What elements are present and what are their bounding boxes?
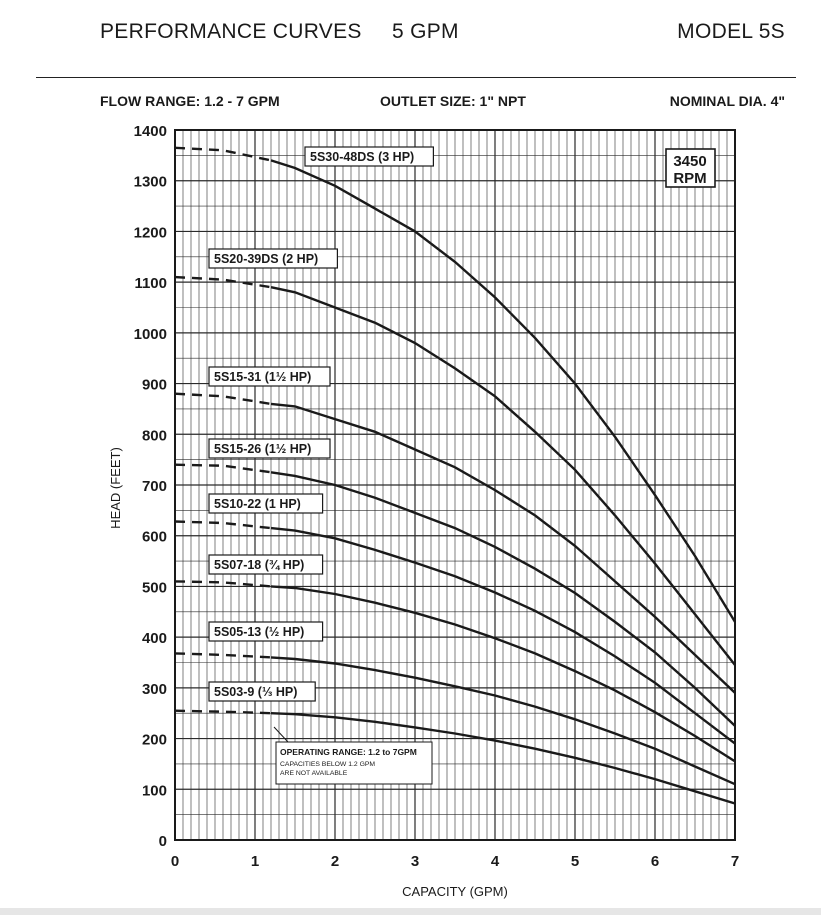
series-label: 5S10-22 (1 HP) bbox=[214, 497, 301, 511]
series-label: 5S03-9 (⅓ HP) bbox=[214, 685, 298, 699]
operating-range-note-line: CAPACITIES BELOW 1.2 GPM bbox=[280, 761, 376, 768]
x-tick-label: 2 bbox=[330, 853, 340, 870]
series-label: 5S07-18 (¾ HP) bbox=[214, 558, 305, 572]
y-tick-label: 700 bbox=[141, 478, 167, 495]
flow-rating: 5 GPM bbox=[392, 20, 459, 43]
x-tick-label: 7 bbox=[730, 853, 740, 870]
note-leader-line bbox=[274, 727, 288, 742]
y-tick-label: 300 bbox=[141, 680, 167, 698]
outlet-size-label: OUTLET SIZE: 1" NPT bbox=[380, 93, 526, 109]
x-tick-label: 3 bbox=[410, 853, 420, 870]
y-axis-label: HEAD (FEET) bbox=[108, 447, 123, 529]
x-axis-label: CAPACITY (GPM) bbox=[402, 884, 508, 899]
y-tick-label: 400 bbox=[141, 630, 167, 648]
series-label: 5S15-26 (1½ HP) bbox=[214, 442, 312, 456]
series-label: 5S20-39DS (2 HP) bbox=[214, 252, 319, 266]
y-tick-label: 1400 bbox=[133, 123, 167, 140]
x-tick-label: 5 bbox=[570, 853, 580, 870]
footer-strip bbox=[0, 908, 821, 915]
y-tick-label: 200 bbox=[141, 731, 167, 749]
y-tick-label: 500 bbox=[141, 579, 167, 597]
series-label: 5S05-13 (½ HP) bbox=[214, 625, 305, 639]
y-tick-label: 1200 bbox=[133, 224, 167, 242]
y-tick-label: 800 bbox=[141, 427, 167, 445]
series-label: 5S15-31 (1½ HP) bbox=[214, 370, 312, 384]
rpm-unit: RPM bbox=[673, 170, 707, 187]
y-tick-label: 900 bbox=[141, 376, 167, 394]
x-tick-label: 4 bbox=[490, 853, 500, 870]
x-tick-label: 0 bbox=[170, 853, 180, 870]
operating-range-title: OPERATING RANGE: 1.2 to 7GPM bbox=[280, 747, 417, 757]
y-tick-label: 0 bbox=[158, 833, 167, 850]
operating-range-note-line: ARE NOT AVAILABLE bbox=[280, 770, 348, 777]
y-tick-label: 600 bbox=[141, 528, 167, 546]
rpm-value: 3450 bbox=[673, 153, 707, 170]
x-tick-label: 1 bbox=[250, 853, 260, 870]
x-tick-label: 6 bbox=[650, 853, 660, 870]
page-title: PERFORMANCE CURVES bbox=[100, 20, 362, 43]
y-tick-label: 1000 bbox=[133, 325, 167, 343]
nominal-diameter-label: NOMINAL DIA. 4" bbox=[669, 93, 785, 109]
y-tick-label: 100 bbox=[141, 782, 167, 800]
series-label: 5S30-48DS (3 HP) bbox=[310, 150, 415, 164]
y-tick-label: 1100 bbox=[134, 275, 167, 293]
model-label: MODEL 5S bbox=[677, 20, 785, 43]
flow-range-label: FLOW RANGE: 1.2 - 7 GPM bbox=[100, 93, 280, 109]
y-tick-label: 1300 bbox=[133, 173, 167, 191]
